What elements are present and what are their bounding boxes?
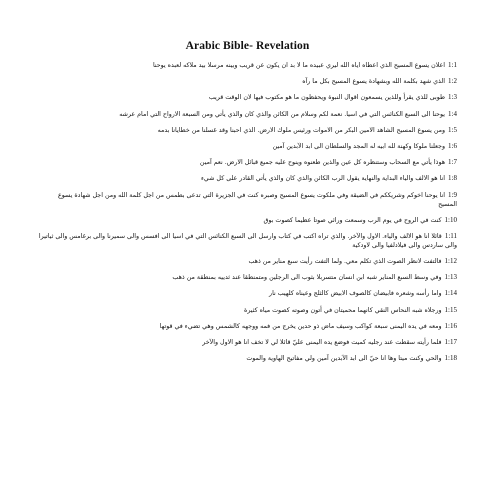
verse-1-1 <box>38 61 457 70</box>
verse-text: وجعلنا ملوكا وكهنة لله ابيه له المجد والسلطان الى ابد الآبدين آمين <box>272 142 446 150</box>
verse-reference: 1:12 <box>444 257 457 266</box>
verse-reference: 1:15 <box>444 305 457 314</box>
verse-1-10 <box>38 216 457 225</box>
verse-1-14 <box>38 289 457 298</box>
verse-text: طوبى للذي يقرأ وللذين يسمعون اقوال النبوة ويحفظون ما هو مكتوب فيها لان الوقت قريب <box>208 94 446 102</box>
verse-reference: 1:9 <box>448 190 457 199</box>
verse-text: وفي وسط السبع المناير شبه ابن انسان متسربلا بثوب الى الرجلين ومتمنطقا عند ثدييه بمنطقة من ذهب <box>172 274 442 282</box>
verse-reference: 1:3 <box>448 93 457 102</box>
verse-text: ومعه في يده اليمنى سبعة كواكب وسيف ماض ذو حدين يخرج من فمه ووجهه كالشمس وهي تضيء في قوتها <box>159 322 442 330</box>
verse-text: انا هو الالف والياء البداية والنهاية يقول الرب الكائن والذي كان والذي يأتي القادر على كل شيء <box>200 175 446 183</box>
verse-text: انا يوحنا اخوكم وشريككم في الضيقة وفي ملكوت يسوع المسيح وصبره كنت في الجزيرة التي تدعى بطمس من اجل كلمة الله ومن اجل شهادة يسوع المسيح <box>57 191 457 208</box>
verse-reference: 1:16 <box>444 321 457 330</box>
verse-list <box>38 61 457 370</box>
verse-reference: 1:7 <box>448 158 457 167</box>
verse-text: قائلا انا هو الالف والياء. الاول والآخر. والذي تراه اكتب في كتاب وارسل الى السبع الكنائس التي في اسيا الى افسس والى سميرنا والى برغامس والى ثياتيرا والى ساردس والى فيلادلفيا والى لاودكية <box>38 232 457 249</box>
verse-1-15 <box>38 306 457 315</box>
verse-reference: 1:18 <box>444 354 457 363</box>
verse-1-17 <box>38 338 457 347</box>
verse-1-5 <box>38 126 457 135</box>
verse-reference: 1:6 <box>448 141 457 150</box>
verse-1-3 <box>38 93 457 102</box>
verse-1-11 <box>38 232 457 250</box>
verse-1-8 <box>38 174 457 183</box>
verse-text: هوذا يأتي مع السحاب وستنظره كل عين والذين طعنوه وينوح عليه جميع قبائل الارض. نعم آمين <box>199 159 446 167</box>
verse-1-16 <box>38 322 457 331</box>
verse-1-9 <box>38 191 457 209</box>
verse-reference: 1:5 <box>448 125 457 134</box>
verse-reference: 1:10 <box>444 215 457 224</box>
verse-text: ومن يسوع المسيح الشاهد الامين البكر من الاموات ورئيس ملوك الارض. الذي احبنا وقد غسلنا من خطايانا بدمه <box>157 126 446 134</box>
verse-1-13 <box>38 273 457 282</box>
verse-1-7 <box>38 158 457 167</box>
verse-text: يوحنا الى السبع الكنائس التي في اسيا. نعمة لكم وسلام من الكائن والذي كان والذي يأتي ومن السبعة الارواح التي امام عرشه <box>119 110 446 118</box>
verse-1-12 <box>38 257 457 266</box>
verse-reference: 1:2 <box>448 77 457 86</box>
verse-text: اعلان يسوع المسيح الذي اعطاه اياه الله ليري عبيده ما لا بد ان يكون عن قريب وبينه مرسلا بيد ملاكه لعبده يوحنا <box>152 62 446 69</box>
verse-text: والحي وكنت ميتا وها انا حيّ الى ابد الآبدين آمين ولي مفاتيح الهاوية والموت <box>246 355 442 363</box>
verse-reference: 1:4 <box>448 109 457 118</box>
verse-1-4 <box>38 110 457 119</box>
verse-1-6 <box>38 142 457 151</box>
verse-reference: 1:14 <box>444 289 457 298</box>
verse-reference: 1:13 <box>444 273 457 282</box>
verse-text: الذي شهد بكلمة الله وبشهادة يسوع المسيح بكل ما رآه <box>302 78 446 86</box>
verse-text: واما رأسه وشعره فابيضان كالصوف الابيض كالثلج وعيناه كلهيب نار <box>269 290 442 298</box>
verse-1-18 <box>38 354 457 363</box>
verse-1-2 <box>38 77 457 86</box>
verse-reference: 1:1 <box>448 61 457 69</box>
verse-reference: 1:17 <box>444 338 457 346</box>
verse-text: فالتفت لانظر الصوت الذي تكلم معي. ولما التفت رأيت سبع مناير من ذهب <box>248 258 442 266</box>
verse-reference: 1:8 <box>448 174 457 183</box>
document-title: Arabic Bible- Revelation <box>185 40 310 52</box>
verse-reference: 1:11 <box>444 231 457 240</box>
verse-text: فلما رأيته سقطت عند رجليه كميت فوضع يده اليمنى عليّ قائلا لي لا تخف انا هو الاول والآخر <box>202 339 442 346</box>
verse-text: كنت في الروح في يوم الرب وسمعت ورائي صوتا عظيما كصوت بوق <box>263 216 442 224</box>
verse-text: ورجلاه شبه النحاس النقي كانهما محميتان في أتون وصوته كصوت مياه كثيرة <box>244 306 442 314</box>
